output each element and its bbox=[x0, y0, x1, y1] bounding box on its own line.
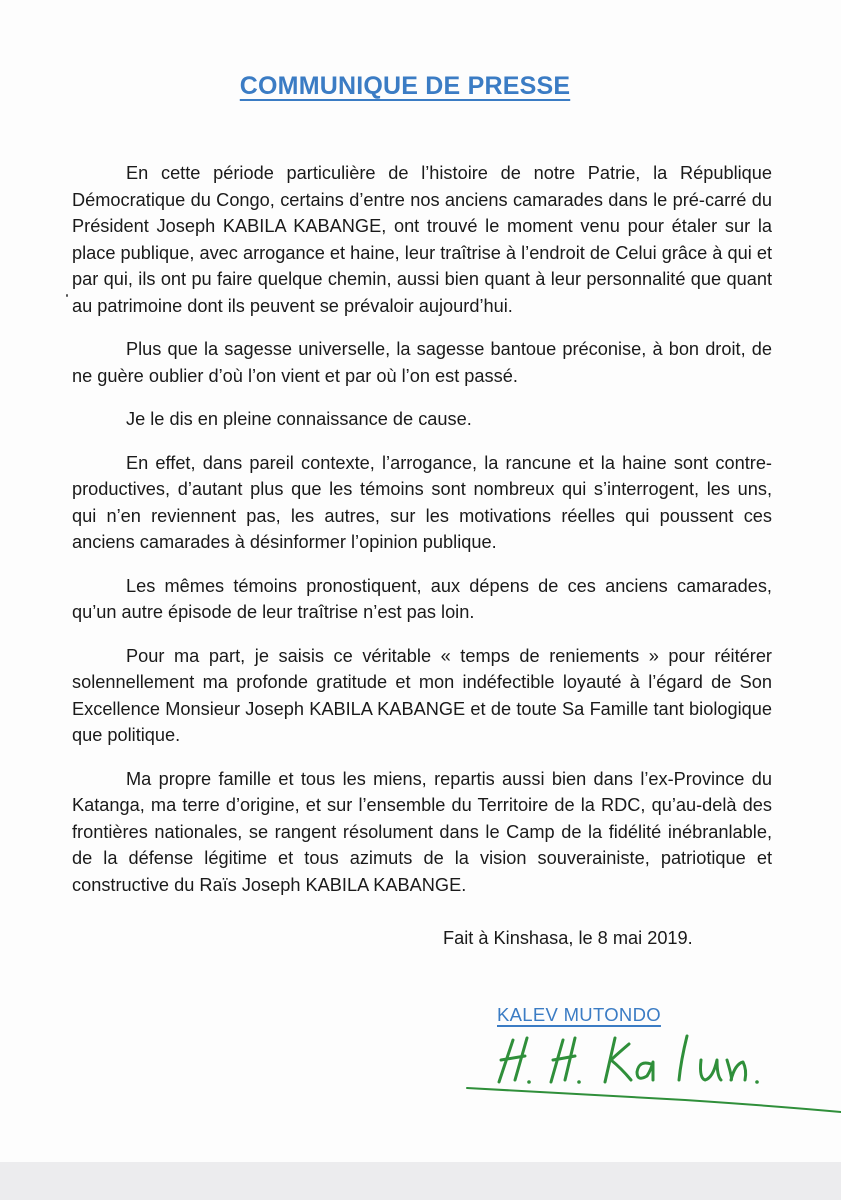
paragraph-3: Je le dis en pleine connaissance de cause. bbox=[126, 409, 472, 429]
paragraph-6: Pour ma part, je saisis ce véritable « temps de reniements » pour réitérer solennellement ma profonde gratitude et mon indéfectible loyauté à l’égard de Son Excellence Monsieur Joseph KABILA KABANGE et de toute Sa Famille tant biologique que politique. bbox=[72, 645, 772, 745]
paragraph-4: En effet, dans pareil contexte, l’arrogance, la rancune et la haine sont contre-productives, d’autant plus que les témoins sont nombreux qui s’interrogent, les uns, qui n’en reviennent pas, les autres, sur les motivations réelles qui poussent ces anciens camarades à désinformer l’opinion publique. bbox=[72, 452, 772, 552]
paragraph-7: Ma propre famille et tous les miens, repartis aussi bien dans l’ex-Province du Katanga, ma terre d’origine, et sur l’ensemble du Territoire de la RDC, qu’au-delà des frontières nationales, se rangent résolument dans le Camp de la fidélité inébranlable, de la défense légitime et tous azimuts de la vision souverainiste, patriotique et constructive du Raïs Joseph KABILA KABANGE. bbox=[72, 768, 772, 895]
paragraph-2: Plus que la sagesse universelle, la sagesse bantoue préconise, à bon droit, de ne guère oublier d’où l’on vient et par où l’on est passé. bbox=[72, 339, 772, 386]
signer-name: KALEV MUTONDO bbox=[497, 1004, 661, 1025]
bottom-margin-strip bbox=[0, 1162, 841, 1200]
document-body bbox=[72, 160, 772, 915]
paragraph-1: En cette période particulière de l’histoire de notre Patrie, la République Démocratique du Congo, certains d’entre nos anciens camarades dans le pré-carré du Président Joseph KABILA KABANGE, ont trouvé le moment venu pour étaler sur la place publique, avec arrogance et haine, leur traîtrise à l’endroit de Celui grâce à qui et par qui, ils ont pu faire quelque chemin, aussi bien quant à leur personnalité que quant au patrimoine dont ils peuvent se prévaloir aujourd’hui. bbox=[72, 163, 772, 316]
scan-speck bbox=[66, 294, 68, 297]
document-title: COMMUNIQUE DE PRESSE bbox=[239, 72, 571, 100]
handwritten-signature bbox=[455, 1030, 841, 1120]
paragraph-5: Les mêmes témoins pronostiquent, aux dépens de ces anciens camarades, qu’un autre épisode de leur traîtrise n’est pas loin. bbox=[72, 575, 772, 622]
place-and-date: Fait à Kinshasa, le 8 mai 2019. bbox=[443, 928, 693, 948]
